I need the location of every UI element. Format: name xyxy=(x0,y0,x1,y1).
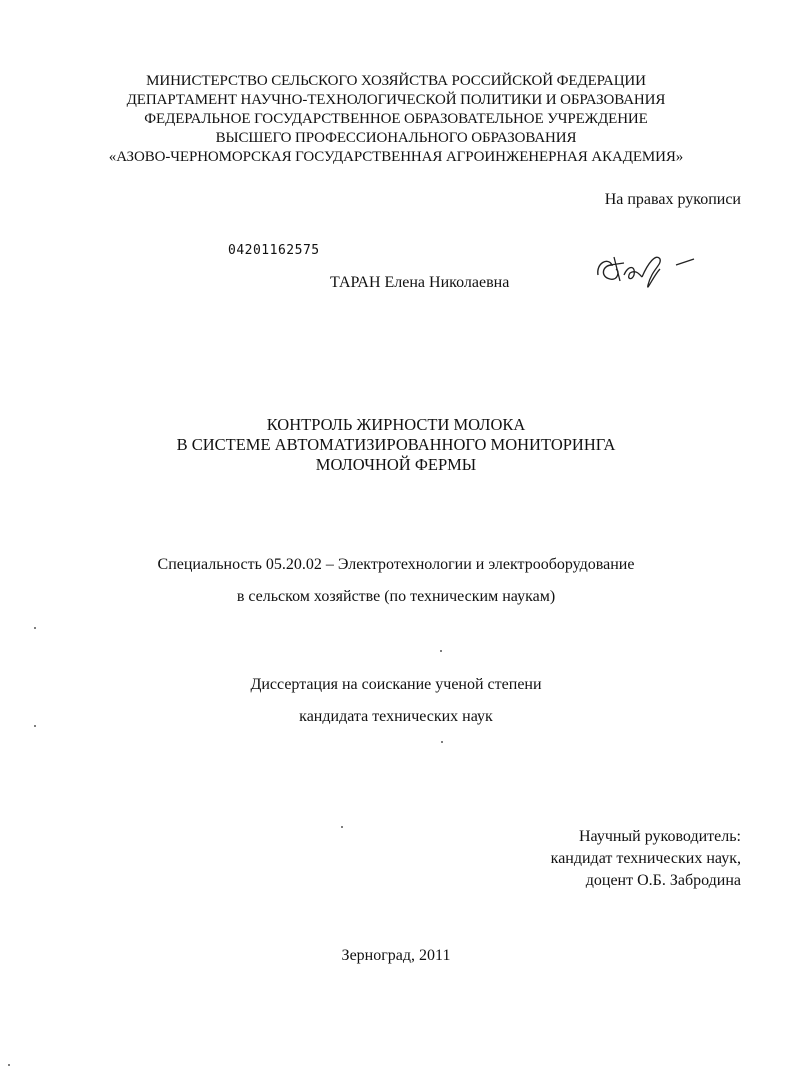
author-name: ТАРАН Елена Николаевна xyxy=(330,274,510,291)
header-line: МИНИСТЕРСТВО СЕЛЬСКОГО ХОЗЯЙСТВА РОССИЙСКОЙ ФЕДЕРАЦИИ xyxy=(146,73,646,89)
title-line: В СИСТЕМЕ АВТОМАТИЗИРОВАННОГО МОНИТОРИНГА xyxy=(176,435,616,454)
degree-line: кандидата технических наук xyxy=(299,708,493,725)
specialty-line: в сельском хозяйстве (по техническим наукам) xyxy=(236,588,556,605)
degree-block xyxy=(0,669,792,733)
supervisor-block xyxy=(460,826,741,892)
header-line: ДЕПАРТАМЕНТ НАУЧНО-ТЕХНОЛОГИЧЕСКОЙ ПОЛИТИКИ И ОБРАЗОВАНИЯ xyxy=(126,92,666,108)
dissertation-title xyxy=(0,415,792,475)
ministry-header xyxy=(0,72,792,167)
handwritten-signature xyxy=(590,235,710,295)
header-line: ФЕДЕРАЛЬНОЕ ГОСУДАРСТВЕННОЕ ОБРАЗОВАТЕЛЬНОЕ УЧРЕЖДЕНИЕ xyxy=(144,111,648,127)
supervisor-line: доцент О.Б. Забродина xyxy=(585,872,741,889)
header-line: ВЫСШЕГО ПРОФЕССИОНАЛЬНОГО ОБРАЗОВАНИЯ xyxy=(215,130,577,146)
supervisor-line: Научный руководитель: xyxy=(578,828,741,845)
title-line: МОЛОЧНОЙ ФЕРМЫ xyxy=(315,455,477,474)
scan-speck xyxy=(34,725,36,727)
city-year xyxy=(0,946,792,965)
scan-speck xyxy=(440,650,442,652)
scan-speck xyxy=(8,1064,10,1066)
specialty-block xyxy=(0,549,792,613)
supervisor-line: кандидат технических наук, xyxy=(550,850,741,867)
scan-speck xyxy=(441,741,443,743)
header-line: «АЗОВО-ЧЕРНОМОРСКАЯ ГОСУДАРСТВЕННАЯ АГРОИНЖЕНЕРНАЯ АКАДЕМИЯ» xyxy=(108,149,684,165)
title-line: КОНТРОЛЬ ЖИРНОСТИ МОЛОКА xyxy=(266,415,526,434)
degree-line: Диссертация на соискание ученой степени xyxy=(250,676,542,693)
document-code: 04201162575 xyxy=(228,243,320,258)
rights-note: На правах рукописи xyxy=(604,191,741,208)
scan-speck xyxy=(341,826,343,828)
city-year-text: Зерноград, 2011 xyxy=(341,947,451,964)
scan-speck xyxy=(34,627,36,629)
specialty-line: Специальность 05.20.02 – Электротехнологии и электрооборудование xyxy=(157,556,635,573)
